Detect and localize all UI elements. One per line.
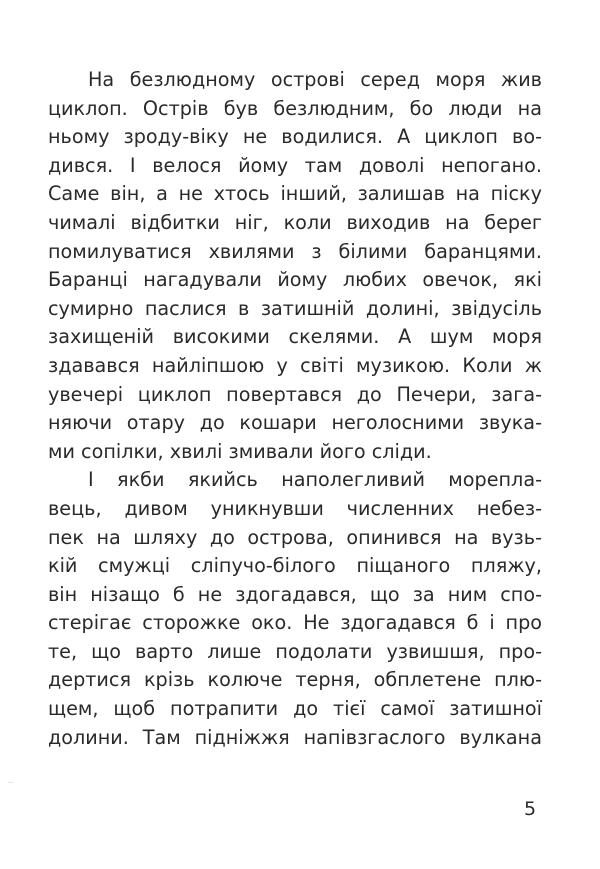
text-line: няючи отару до кошари неголосними звука- (48, 411, 542, 435)
paragraph-1 (48, 66, 542, 466)
text-line: помилуватися хвилями з білими баранцями. (48, 239, 542, 263)
scan-speck (8, 782, 14, 783)
paragraph-2 (48, 466, 542, 752)
text-line: кій смужці сліпучо-білого піщаного пляжу, (48, 554, 542, 578)
text-line: дертися крізь колюче терня, обплетене плю- (48, 668, 542, 692)
text-line: вець, дивом уникнувши численних небез- (48, 496, 542, 520)
text-line: чималі відбитки ніг, коли виходив на берег (48, 210, 542, 234)
text-line: На безлюдному острові серед моря жив (88, 68, 542, 91)
text-line: те, що варто лише подолати узвишшя, про- (48, 639, 542, 663)
text-line: він нізащо б не здогадався, що за ним спо- (48, 582, 542, 606)
text-line: дився. І велося йому там доволі непогано. (48, 153, 542, 177)
text-line: долини. Там підніжжя напівзгаслого вулкана (48, 725, 542, 749)
text-line: щем, щоб потрапити до тієї самої затишної (48, 697, 542, 721)
text-line: здавався найліпшою у світі музикою. Коли ж (48, 353, 542, 377)
text-line: пек на шляху до острова, опинився на вузь- (48, 525, 542, 549)
text-line: стерігає сторожке око. Не здогадався б і про (48, 611, 542, 635)
text-line: сумирно паслися в затишній долині, звідусіль (48, 296, 542, 320)
text-line: Саме він, а не хтось інший, залишав на піску (48, 182, 542, 206)
text-line: І якби якийсь наполегливий морепла- (88, 468, 542, 492)
text-line: Баранці нагадували йому любих овечок, які (48, 268, 542, 292)
text-line: ми сопілки, хвилі змивали його сліди. (48, 439, 432, 463)
text-line: ньому зроду-віку не водилися. А циклоп во- (48, 125, 542, 149)
text-line: увечері циклоп повертався до Печери, зага- (48, 382, 542, 406)
text-line: циклоп. Острів був безлюдним, бо люди на (48, 96, 542, 120)
page-body (48, 66, 542, 752)
page-number: 5 (524, 798, 537, 820)
text-line: захищеній високими скелями. А шум моря (48, 325, 542, 349)
